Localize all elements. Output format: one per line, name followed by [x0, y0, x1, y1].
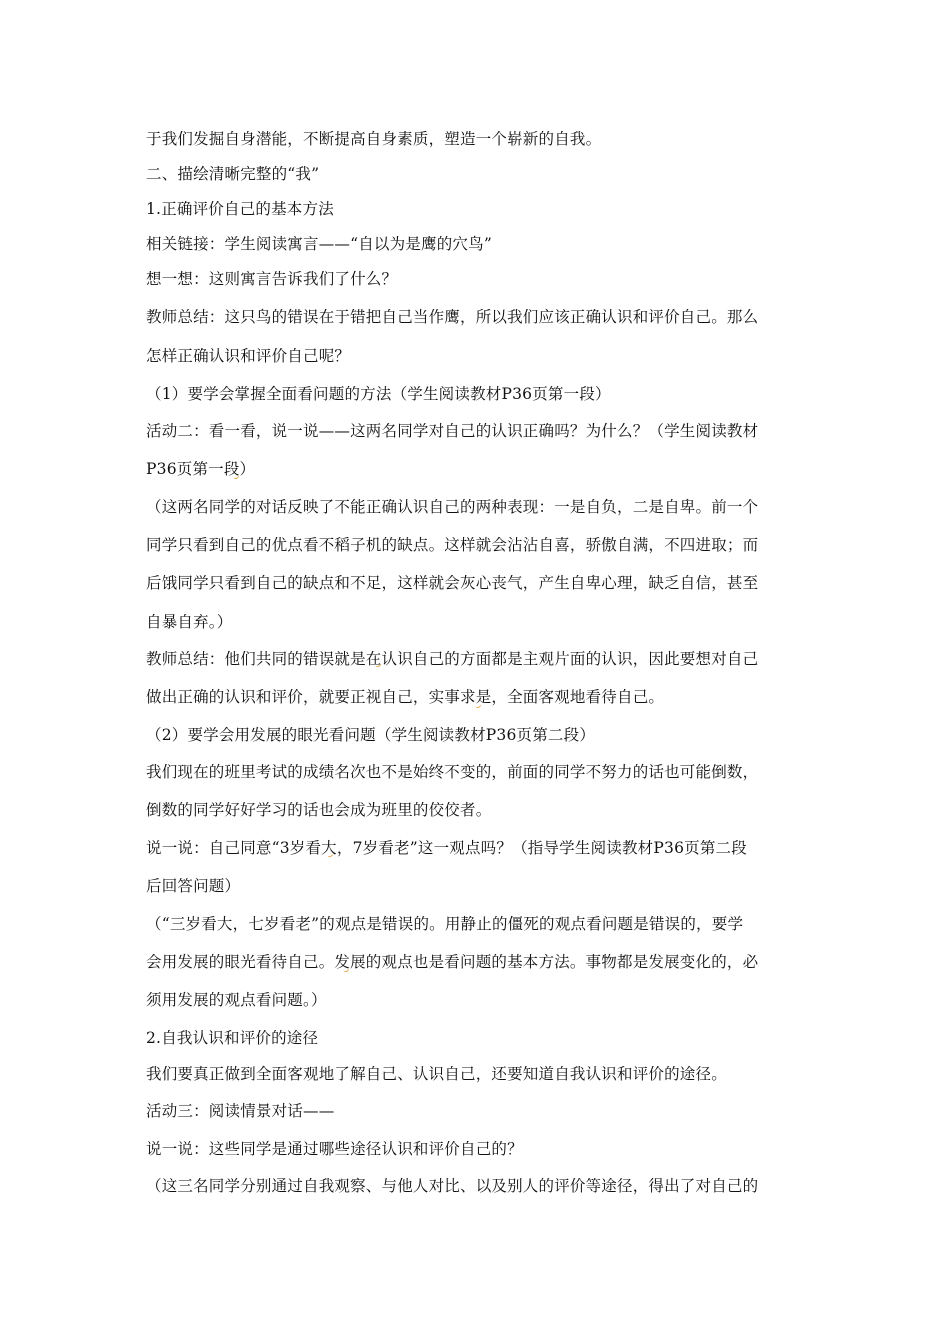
text-line: 活动二：看一看，说一说——这两名同学对自己的认识正确吗？为什么？（学生阅读教材 — [146, 422, 759, 440]
text-line: 我们要真正做到全面客观地了解自己、认识自己，还要知道自我认识和评价的途径。 — [146, 1065, 727, 1083]
subsection-heading: 2.自我认识和评价的途径 — [146, 1029, 319, 1047]
text-line: 活动三：阅读情景对话—— — [146, 1102, 335, 1120]
text-line: 自暴自弃。） — [146, 613, 233, 631]
text-line: 于我们发掘自身潜能，不断提高自身素质，塑造一个崭新的自我。 — [146, 130, 602, 148]
section-heading: 二、描绘清晰完整的“我” — [146, 165, 320, 183]
text-line: （“三岁看大，七岁看老”的观点是错误的。用静止的僵死的观点看问题是错误的，要学 — [146, 915, 744, 933]
text-line: 须用发展的观点看问题。） — [146, 991, 327, 1009]
text-line: （1）要学会掌握全面看问题的方法（学生阅读教材P36页第一段） — [146, 385, 611, 403]
text-line: （这三名同学分别通过自我观察、与他人对比、以及别人的评价等途径，得出了对自己的 — [146, 1177, 759, 1195]
text-line: 我们现在的班里考试的成绩名次也不是始终不变的，前面的同学不努力的话也可能倒数， — [146, 763, 759, 781]
text-line: 倒数的同学好好学习的话也会成为班里的佼佼者。 — [146, 801, 492, 819]
text-line: 怎样正确认识和评价自己呢？ — [146, 347, 351, 365]
text-line: （2）要学会用发展的眼光看问题（学生阅读教材P36页第二段） — [146, 726, 596, 744]
text-line: 说一说：自己同意“3岁看大，7岁看老”这一观点吗？（指导学生阅读教材P36页第二段 — [146, 839, 747, 857]
text-line: P36页第一段） — [146, 460, 256, 478]
subsection-heading: 1.正确评价自己的基本方法 — [146, 200, 334, 218]
text-line: 相关链接：学生阅读寓言——“自以为是鹰的穴鸟” — [146, 235, 492, 253]
text-line: 会用发展的眼光看待自己。发展的观点也是看问题的基本方法。事物都是发展变化的，必 — [146, 953, 759, 971]
text-line: 同学只看到自己的优点看不稻子机的缺点。这样就会沾沾自喜，骄傲自满，不四进取；而 — [146, 536, 759, 554]
text-line: （这两名同学的对话反映了不能正确认识自己的两种表现：一是自负，二是自卑。前一个 — [146, 498, 759, 516]
text-line: 后回答问题） — [146, 877, 241, 895]
text-line: 后饿同学只看到自己的缺点和不足，这样就会灰心丧气，产生自卑心理，缺乏自信，甚至 — [146, 574, 759, 592]
text-line: 说一说：这些同学是通过哪些途径认识和评价自己的？ — [146, 1140, 523, 1158]
text-line: 教师总结：这只鸟的错误在于错把自己当作鹰，所以我们应该正确认识和评价自己。那么 — [146, 308, 759, 326]
text-line: 想一想：这则寓言告诉我们了什么？ — [146, 270, 398, 288]
text-line: 做出正确的认识和评价，就要正视自己，实事求是，全面客观地看待自己。 — [146, 688, 665, 706]
text-line: 教师总结：他们共同的错误就是在认识自己的方面都是主观片面的认识，因此要想对自己 — [146, 650, 759, 668]
